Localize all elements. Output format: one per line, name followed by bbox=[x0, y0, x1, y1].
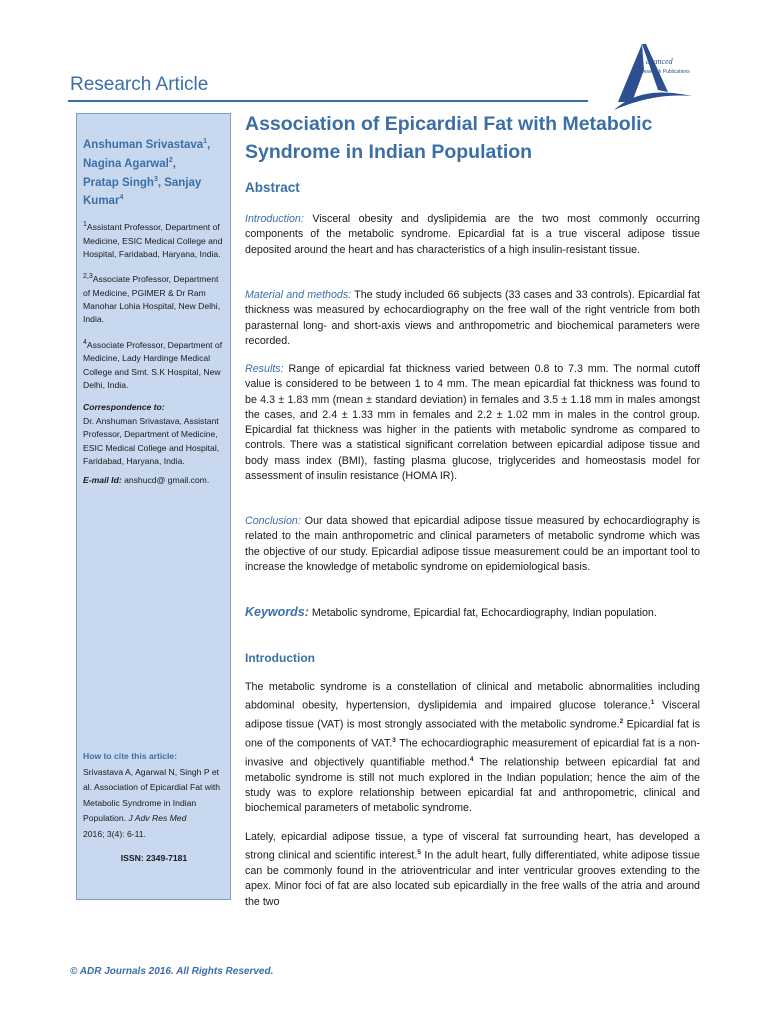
paragraph-text: The echocardiographic measurement of epicardial fat is a non-invasive and objectively quantifiable method. bbox=[245, 737, 700, 769]
logo-subtitle: Research Publications bbox=[640, 69, 690, 75]
abstract-heading: Abstract bbox=[245, 180, 300, 195]
email-value[interactable]: anshucd@ gmail.com. bbox=[121, 475, 210, 486]
section-label: Introduction: bbox=[245, 213, 304, 225]
paragraph-text: Lately, epicardial adipose tissue, a type of visceral fat surrounding heart, has developed a strong clinical and scientific interest. bbox=[245, 831, 700, 862]
author-sup: 4 bbox=[119, 194, 124, 202]
affiliation-text: Assistant Professor, Department of Medicine, ESIC Medical College and Hospital, Faridabad, Haryana, India. bbox=[83, 222, 223, 259]
section-text: Our data showed that epicardial adipose tissue measured by echocardiography is related to the main anthropometric and clinical parameters of metabolic syndrome which was the objective of our study. Epicardial adipose tissue measurement could be an important tool to increase the knowledge of metabolic syndrome on epidemiological basis. bbox=[245, 515, 700, 573]
section-label: Material and methods: bbox=[245, 289, 352, 301]
paragraph-text: Epicardial fat is one of the components of VAT. bbox=[245, 718, 700, 750]
introduction-paragraph bbox=[245, 830, 700, 910]
keywords-label: Keywords: bbox=[245, 605, 309, 619]
affiliation-sup: 1 bbox=[83, 221, 87, 229]
reference-number: 5 bbox=[417, 849, 421, 857]
reference-number: 4 bbox=[469, 755, 474, 763]
reference-number: 3 bbox=[392, 737, 396, 745]
header-divider bbox=[68, 100, 588, 102]
affiliation-sup: 2,3 bbox=[83, 273, 93, 281]
abstract-methods bbox=[245, 288, 700, 349]
author-sep: , Sanjay bbox=[157, 176, 202, 189]
publisher-logo bbox=[612, 40, 694, 114]
author-sidebar bbox=[76, 113, 231, 900]
author-sup: 1 bbox=[203, 138, 208, 145]
author-name: Kumar bbox=[83, 195, 120, 208]
section-text: The study included 66 subjects (33 cases and 33 controls). Epicardial fat thickness was measured by echocardiography on the free wall of the right ventricle from both parasternal long- and short-axis views and anthropometric and biochemical parameters were recorded. bbox=[245, 289, 700, 347]
author-name: Anshuman Srivastava bbox=[83, 138, 204, 151]
email-line bbox=[83, 474, 224, 487]
author-sep: , bbox=[207, 138, 211, 151]
author-sep: , bbox=[172, 157, 176, 170]
affiliation-text: Associate Professor, Department of Medicine, PGIMER & Dr Ram Manohar Lohia Hospital, New Delhi, India. bbox=[83, 274, 221, 325]
section-text: Visceral obesity and dyslipidemia are the two most commonly occurring components of the metabolic syndrome. Epicardial fat is a true visceral adipose tissue deposited around the heart and has characteristics of a high insulin-resistant tissue. bbox=[245, 213, 700, 256]
paragraph-text: The relationship between epicardial fat and metabolic syndrome is still not much explored in the Indian population; hence the aim of the study was to explore relationship between epicardial fat and anthropometric, clinical and biochemical parameters of metabolic syndrome. bbox=[245, 756, 700, 815]
affiliation bbox=[83, 218, 224, 261]
keywords-text: Metabolic syndrome, Epicardial fat, Echocardiography, Indian population. bbox=[308, 607, 657, 619]
citation-block bbox=[83, 749, 225, 866]
author-name: Pratap Singh bbox=[83, 176, 154, 189]
issn-label: ISSN: 2349-7181 bbox=[120, 852, 188, 863]
citation-label: How to cite this article: bbox=[83, 751, 178, 761]
abstract-results bbox=[245, 362, 700, 484]
copyright-footer: © ADR Journals 2016. All Rights Reserved. bbox=[70, 966, 274, 977]
introduction-paragraph bbox=[245, 680, 700, 817]
paragraph-text: The metabolic syndrome is a constellation of clinical and metabolic abnormalities including abdominal obesity, hypertension, dyslipidemia and impaired glucose tolerance. bbox=[245, 681, 700, 712]
article-title: Association of Epicardial Fat with Metabolic Syndrome in Indian Population bbox=[245, 113, 653, 163]
section-label: Results: bbox=[245, 363, 284, 375]
paragraph-text: Visceral adipose tissue (VAT) is most strongly associated with the metabolic syndrome. bbox=[245, 699, 700, 731]
correspondence-label: Correspondence to: bbox=[83, 402, 165, 413]
email-label: E-mail Id: bbox=[83, 475, 122, 486]
paragraph-text: In the adult heart, fully differentiated, white adipose tissue can be commonly found in the atrioventricular and inter ventricular grooves extending to the apex. Minor foci of fat are also located sub epicardially in the free walls of the atria and around the two bbox=[245, 849, 701, 908]
abstract-introduction bbox=[245, 212, 700, 258]
introduction-heading: Introduction bbox=[245, 651, 315, 665]
author-sup: 3 bbox=[153, 175, 158, 183]
affiliation-sup: 4 bbox=[83, 338, 87, 346]
citation-volume: 2016; 3(4): 6-11. bbox=[83, 828, 146, 839]
citation-body: Srivastava A, Agarwal N, Singh P et al. Association of Epicardial Fat with Metabolic Syndrome in Indian Population. bbox=[83, 766, 221, 824]
affiliation bbox=[83, 270, 224, 326]
section-label: Conclusion: bbox=[245, 515, 301, 527]
keywords bbox=[245, 605, 700, 621]
reference-number: 1 bbox=[650, 699, 655, 707]
logo-wordmark: dvanced bbox=[646, 57, 673, 66]
citation-journal: J Adv Res Med bbox=[128, 813, 187, 824]
affiliation-text: Associate Professor, Department of Medicine, Lady Hardinge Medical College and Smt. S.K Hospital, New Delhi, India. bbox=[83, 339, 223, 390]
abstract-conclusion bbox=[245, 514, 700, 575]
author-name: Nagina Agarwal bbox=[83, 157, 169, 170]
article-type-label: Research Article bbox=[70, 74, 209, 95]
author-sup: 2 bbox=[168, 156, 173, 164]
author-list bbox=[83, 134, 224, 209]
citation-text bbox=[83, 765, 225, 843]
reference-number: 2 bbox=[619, 718, 624, 726]
correspondence-text: Dr. Anshuman Srivastava, Assistant Professor, Department of Medicine, ESIC Medical College and Hospital, Faridabad, Haryana, India. bbox=[83, 415, 220, 466]
affiliation bbox=[83, 336, 224, 392]
section-text: Range of epicardial fat thickness varied between 0.8 to 7.3 mm. The normal cutoff value is considered to be between 1 to 4 mm. The mean epicardial fat thickness was found to be 4.3 ± 1.83 mm (mean ± standard deviation) in females and 3.5 ± 1.18 mm in males amongst the cases, and 2.4 ± 1.33 mm in females and 2.2 ± 1.02 mm in males in the control group. Epicardial fat thickness was higher in the patients with metabolic syndrome as compared to controls. There was a statistical significant correlation between epicardial adipose tissue and body mass index (BMI), fasting plasma glucose, triglycerides and homeostasis model for assessment of insulin resistance (HOMA IR). bbox=[245, 363, 700, 483]
